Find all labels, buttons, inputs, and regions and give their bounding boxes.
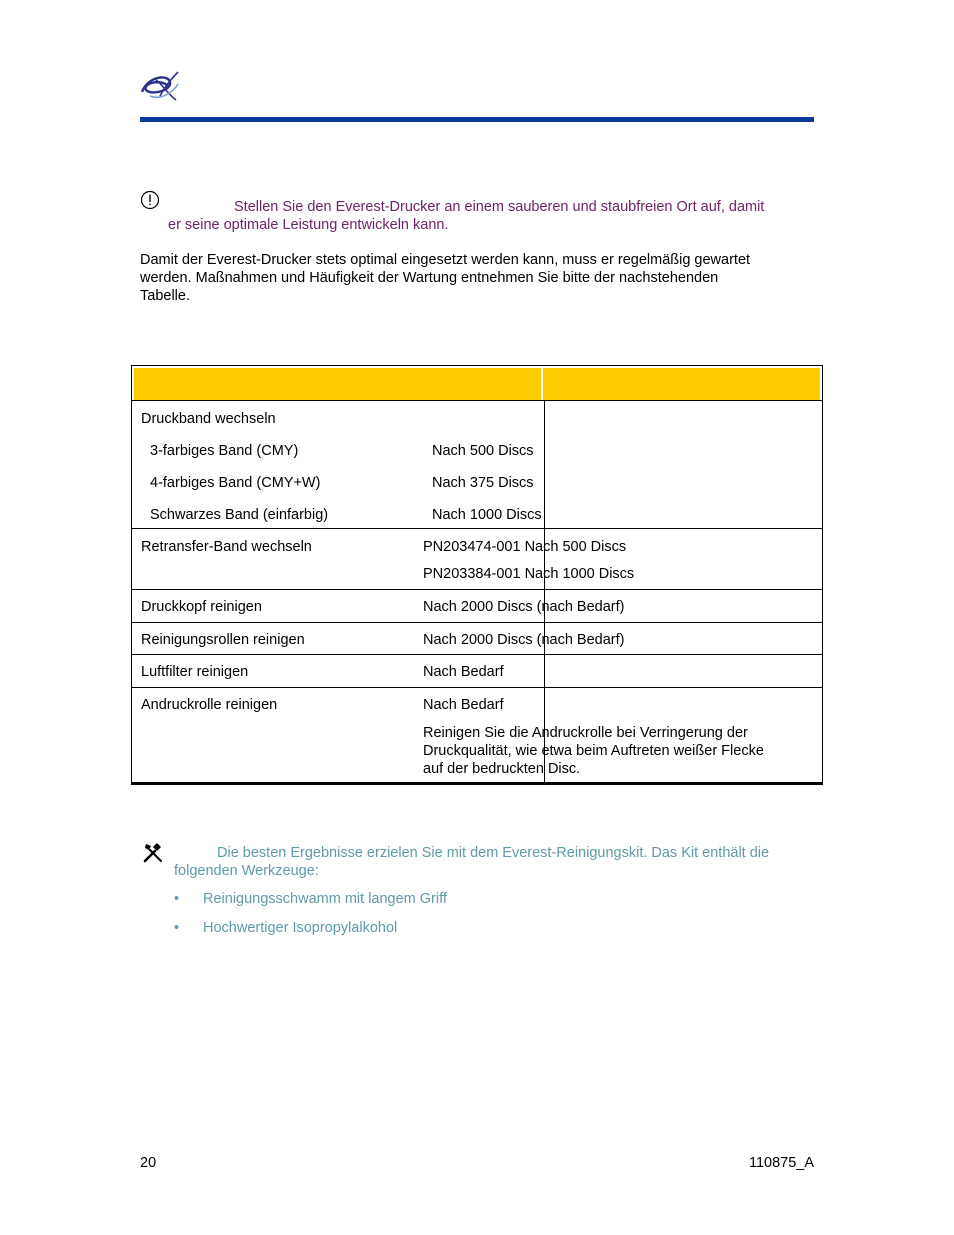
table-cell-interval: Nach 375 Discs [432,475,534,491]
table-cell-note: Reinigen Sie die Andruckrolle bei Verringerung der [423,725,748,741]
table-cell-task: Reinigungsrollen reinigen [141,632,305,648]
table-cell-task: Luftfilter reinigen [141,664,249,680]
table-cell-interval: PN203474-001 Nach 500 Discs [423,539,627,555]
caution-icon [140,190,160,210]
table-cell-interval: Nach 1000 Discs [432,507,542,523]
table-cell-subtask: Schwarzes Band (einfarbig) [150,507,329,523]
table-cell-interval: Nach Bedarf [423,664,504,680]
tools-icon [142,842,164,864]
row-divider [132,589,822,590]
list-item-text: Hochwertiger Isopropylalkohol [203,920,398,936]
table-cell-task: Druckband wechseln [141,411,276,427]
header-rule [140,117,814,122]
bullet-icon: • [174,920,180,936]
row-divider [132,528,822,529]
intro-line: Tabelle. [140,288,190,304]
intro-line: Damit der Everest-Drucker stets optimal eingesetzt werden kann, muss er regelmäßig gewartet [140,252,751,268]
table-cell-task: Retransfer-Band wechseln [141,539,312,555]
table-cell-note: Druckqualität, wie etwa beim Auftreten weißer Flecke [423,743,764,759]
intro-paragraph [140,251,814,305]
table-cell-note: auf der bedruckten Disc. [423,761,581,777]
page-number: 20 [140,1155,157,1171]
bullet-icon: • [174,891,180,907]
row-divider [132,400,822,401]
table-cell-task: Druckkopf reinigen [141,599,262,615]
table-bottom-border [132,782,822,784]
table-cell-interval: PN203384-001 Nach 1000 Discs [423,566,635,582]
document-id: 110875_A [748,1155,814,1171]
tip-text-line2: folgenden Werkzeuge: [174,863,319,879]
caution-text-line1: Stellen Sie den Everest-Drucker an einem sauberen und staubfreien Ort auf, damit [234,199,765,215]
table-cell-interval: Nach 2000 Discs (nach Bedarf) [423,599,625,615]
row-divider [132,687,822,688]
rimage-logo-icon [138,70,182,102]
intro-line: werden. Maßnahmen und Häufigkeit der Wartung entnehmen Sie bitte der nachstehenden [140,270,719,286]
list-item-text: Reinigungsschwamm mit langem Griff [203,891,447,907]
caution-text-line2: er seine optimale Leistung entwickeln kann. [168,217,449,233]
table-cell-subtask: 4-farbiges Band (CMY+W) [150,475,321,491]
tip-text-line1: Die besten Ergebnisse erzielen Sie mit dem Everest-Reinigungskit. Das Kit enthält die [217,845,770,861]
table-cell-interval: Nach 500 Discs [432,443,534,459]
table-header [134,368,820,400]
table-cell-task: Andruckrolle reinigen [141,697,278,713]
table-header-divider [541,368,543,400]
maintenance-table [131,365,823,785]
row-divider [132,654,822,655]
table-cell-subtask: 3-farbiges Band (CMY) [150,443,299,459]
table-cell-interval: Nach Bedarf [423,697,504,713]
row-divider [132,622,822,623]
table-cell-interval: Nach 2000 Discs (nach Bedarf) [423,632,625,648]
